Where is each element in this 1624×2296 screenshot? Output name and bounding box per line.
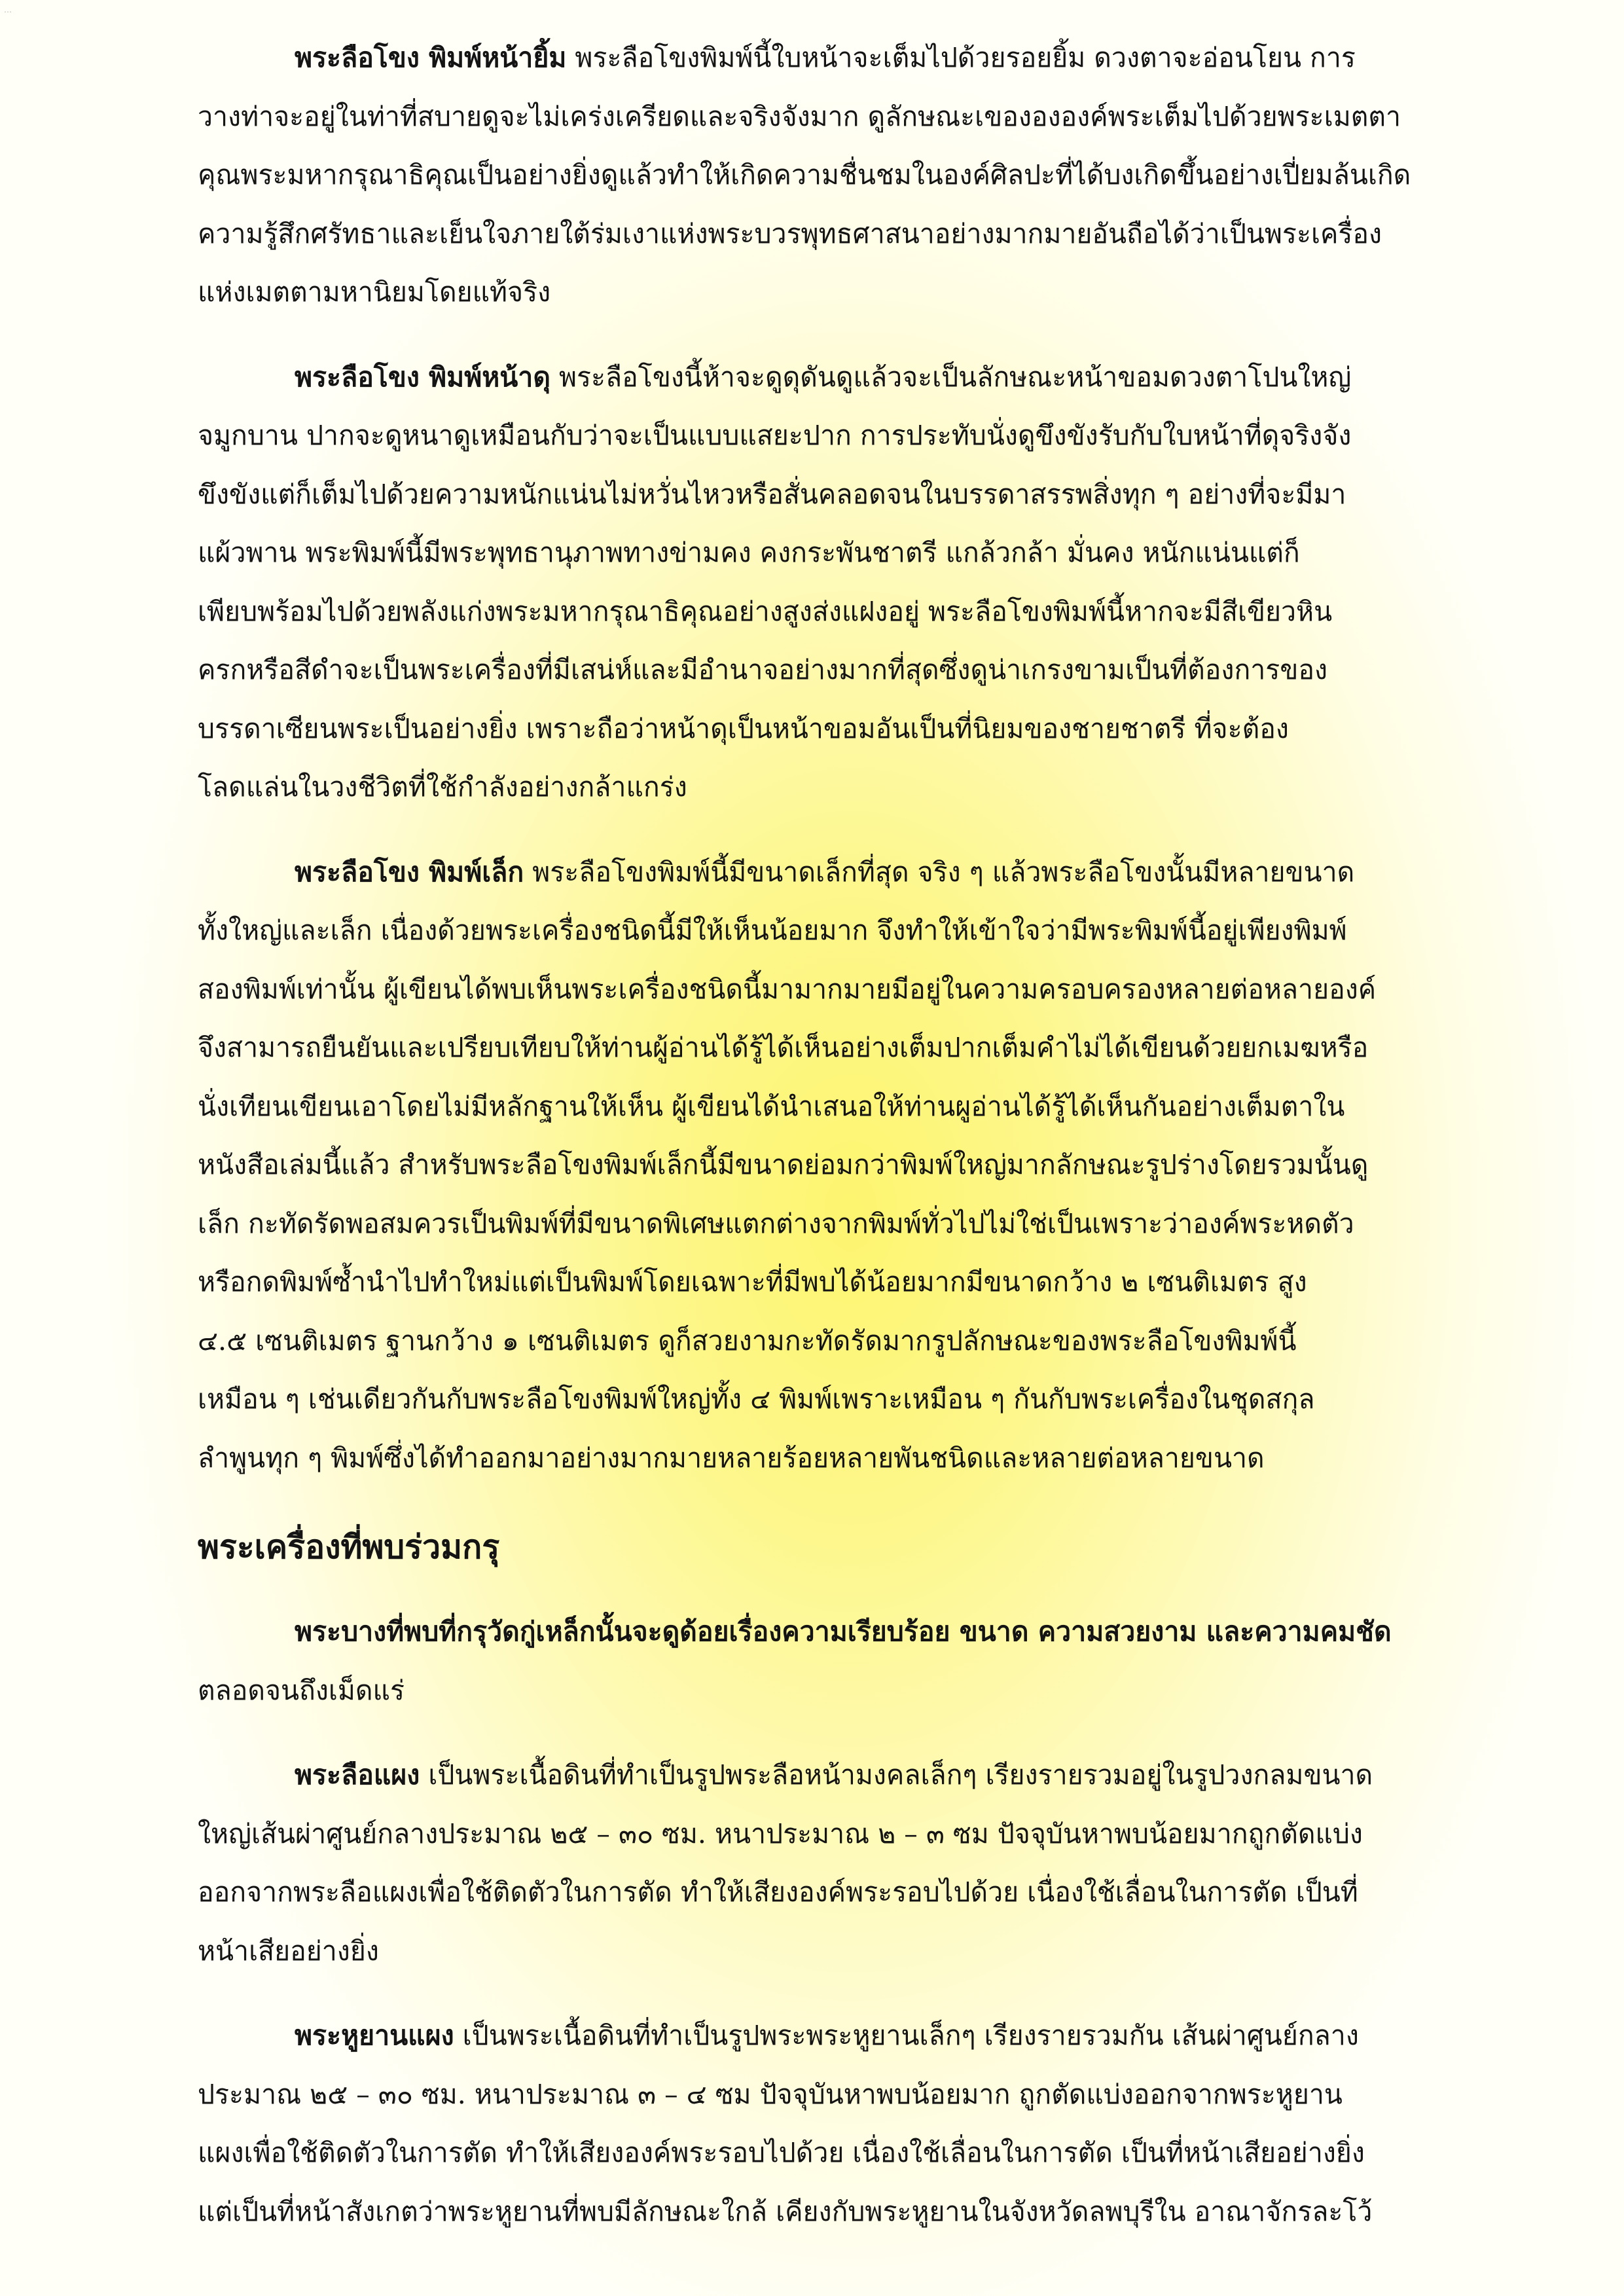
corner-mark: … [4, 5, 12, 14]
lead-crypt-amulets: พระบางที่พบที่กรุวัดกู่เหล็กนั้นจะดูด้อยเรื่องความเรียบร้อย ขนาด ความสวยงาม และความคมชัด [295, 1616, 1392, 1647]
lead-small-mold: พระลือโขง พิมพ์เล็ก [295, 856, 524, 888]
paragraph-lue-panel: พระลือแผง เป็นพระเนื้อดินที่ทำเป็นรูปพระลือหน้ามงคลเล็กๆ เรียงรายรวมอยู่ในรูปวงกลมขนาด ใหญ่เส้นผ่าศูนย์กลางประมาณ ๒๕ – ๓๐ ซม. หนาประมาณ ๒ – ๓ ซม ปัจจุบันหาพบน้อยมากถูกตัดแบ่ง ออกจากพระลือแผงเพื่อใช้ติดตัวในการตัด ทำให้เสียงองค์พระรอบไปด้วย เนื่องใช้เลื่อนในการตัด เป็นที่ หน้าเสียอย่างยิ่ง [198, 1759, 1373, 1967]
paragraph-small-mold: พระลือโขง พิมพ์เล็ก พระลือโขงพิมพ์นี้มีขนาดเล็กที่สุด จริง ๆ แล้วพระลือโขงนั้นมีหลายขนาด ทั้งใหญ่และเล็ก เนื่องด้วยพระเครื่องชนิดนี้มีให้เห็นน้อยมาก จึงทำให้เข้าใจว่ามีพระพิมพ์นี้อยู่เพียงพิมพ์ สองพิมพ์เท่านั้น ผู้เขียนได้พบเห็นพระเครื่องชนิดนี้มามากมายมีอยู่ในความครอบครองหลายต่อหลายองค์ จึงสามารถยืนยันและเปรียบเทียบให้ท่านผู้อ่านได้รู้ได้เห็นอย่างเต็มปากเต็มคำไม่ได้เขียนด้วยยกเมฆหรือ นั่งเทียนเขียนเอาโดยไม่มีหลักฐานให้เห็น ผู้เขียนได้นำเสนอให้ท่านผูอ่านได้รู้ได้เห็นกันอย่างเต็มตาใน หนังสือเล่มนี้แล้ว สำหรับพระลือโขงพิมพ์เล็กนี้มีขนาดย่อมกว่าพิมพ์ใหญ่มากลักษณะรูปร่างโดยรวมนั้นดู เล็ก กะทัดรัดพอสมควรเป็นพิมพ์ที่มีขนาดพิเศษแตกต่างจากพิมพ์ทั่วไปไม่ใช่เป็นเพราะว่าองค์พระหดตัว หรือกดพิมพ์ซ้ำนำไปทำใหม่แต่เป็นพิมพ์โดยเฉพาะที่มีพบได้น้อยมากมีขนาดกว้าง ๒ เซนติเมตร สูง ๔.๕ เซนติเมตร ฐานกว้าง ๑ เซนติเมตร ดูก็สวยงามกะทัดรัดมากรูปลักษณะของพระลือโขงพิมพ์นี้ เหมือน ๆ เช่นเดียวกันกับพระลือโขงพิมพ์ใหญ่ทั้ง ๔ พิมพ์เพราะเหมือน ๆ กันกับพระเครื่องในชุดสกุล ลำพูนทุก ๆ พิมพ์ซึ่งได้ทำออกมาอย่างมากมายหลายร้อยหลายพันชนิดและหลายต่อหลายขนาด [198, 856, 1377, 1474]
section-heading: พระเครื่องที่พบร่วมกรุ [198, 1527, 500, 1566]
paragraph-crypt-amulets: พระบางที่พบที่กรุวัดกู่เหล็กนั้นจะดูด้อยเรื่องความเรียบร้อย ขนาด ความสวยงาม และความคมชัด ตลอดจนถึงเม็ดแร่ [198, 1616, 1392, 1706]
lead-fierce-face: พระลือโขง พิมพ์หน้าดุ [295, 361, 550, 393]
paragraph-smiling-face: พระลือโขง พิมพ์หน้ายิ้ม พระลือโขงพิมพ์นี้ใบหน้าจะเต็มไปด้วยรอยยิ้ม ดวงตาจะอ่อนโยน การ วางท่าจะอยู่ในท่าที่สบายดูจะไม่เคร่งเครียดและจริงจังมาก ดูลักษณะเของององค์พระเต็มไปด้วยพระเมตตา คุณพระมหากรุณาธิคุณเป็นอย่างยิ่งดูแล้วทำให้เกิดความชื่นชมในองค์ศิลปะที่ได้บงเกิดขึ้นอย่างเปี่ยมล้นเกิด ความรู้สึกศรัทธาและเย็นใจภายใต้ร่มเงาแห่งพระบวรพุทธศาสนาอย่างมากมายอันถือได้ว่าเป็นพระเครื่อง แห่งเมตตามหานิยมโดยแท้จริง [198, 42, 1411, 308]
lead-huyan-panel: พระหูยานแผง [295, 2020, 454, 2051]
paragraph-fierce-face: พระลือโขง พิมพ์หน้าดุ พระลือโขงนี้ห้าจะดูดุดันดูแล้วจะเป็นลักษณะหน้าขอมดวงตาโปนใหญ่ จมูกบาน ปากจะดูหนาดูเหมือนกับว่าจะเป็นแบบแสยะปาก การประทับนั่งดูขึงขังรับกับใบหน้าที่ดุจริงจัง ขึงขังแต่ก็เต็มไปด้วยความหนักแน่นไม่หวั่นไหวหรือสั่นคลอดจนในบรรดาสรรพสิ่งทุก ๆ อย่างที่จะมีมา แผ้วพาน พระพิมพ์นี้มีพระพุทธานุภาพทางข่ามคง คงกระพันชาตรี แกล้วกล้า มั่นคง หนักแน่นแต่ก็ เพียบพร้อมไปด้วยพลังแก่งพระมหากรุณาธิคุณอย่างสูงส่งแฝงอยู่ พระลือโขงพิมพ์นี้หากจะมีสีเขียวหิน ครกหรือสีดำจะเป็นพระเครื่องที่มีเสน่ห์และมีอำนาจอย่างมากที่สุดซึ่งดูน่าเกรงขามเป็นที่ต้องการของ บรรดาเซียนพระเป็นอย่างยิ่ง เพราะถือว่าหน้าดุเป็นหน้าขอมอันเป็นที่นิยมของชายชาตรี ที่จะต้อง โลดแล่นในวงชีวิตที่ใช้กำลังอย่างกล้าแกร่ง [198, 361, 1352, 803]
document-body [198, 29, 1441, 2241]
lead-lue-panel: พระลือแผง [295, 1759, 420, 1791]
lead-smiling-face: พระลือโขง พิมพ์หน้ายิ้ม [295, 42, 567, 73]
paragraph-huyan-panel: พระหูยานแผง เป็นพระเนื้อดินที่ทำเป็นรูปพระพระหูยานเล็กๆ เรียงรายรวมกัน เส้นผ่าศูนย์กลาง ประมาณ ๒๕ – ๓๐ ซม. หนาประมาณ ๓ – ๔ ซม ปัจจุบันหาพบน้อยมาก ถูกตัดแบ่งออกจากพระหูยาน แผงเพื่อใช้ติดตัวในการตัด ทำให้เสียงองค์พระรอบไปด้วย เนื่องใช้เลื่อนในการตัด เป็นที่หน้าเสียอย่างยิ่ง แต่เป็นที่หน้าสังเกตว่าพระหูยานที่พบมีลักษณะใกล้ เคียงกับพระหูยานในจังหวัดลพบุรีใน อาณาจักรละโว้ [198, 2020, 1373, 2227]
